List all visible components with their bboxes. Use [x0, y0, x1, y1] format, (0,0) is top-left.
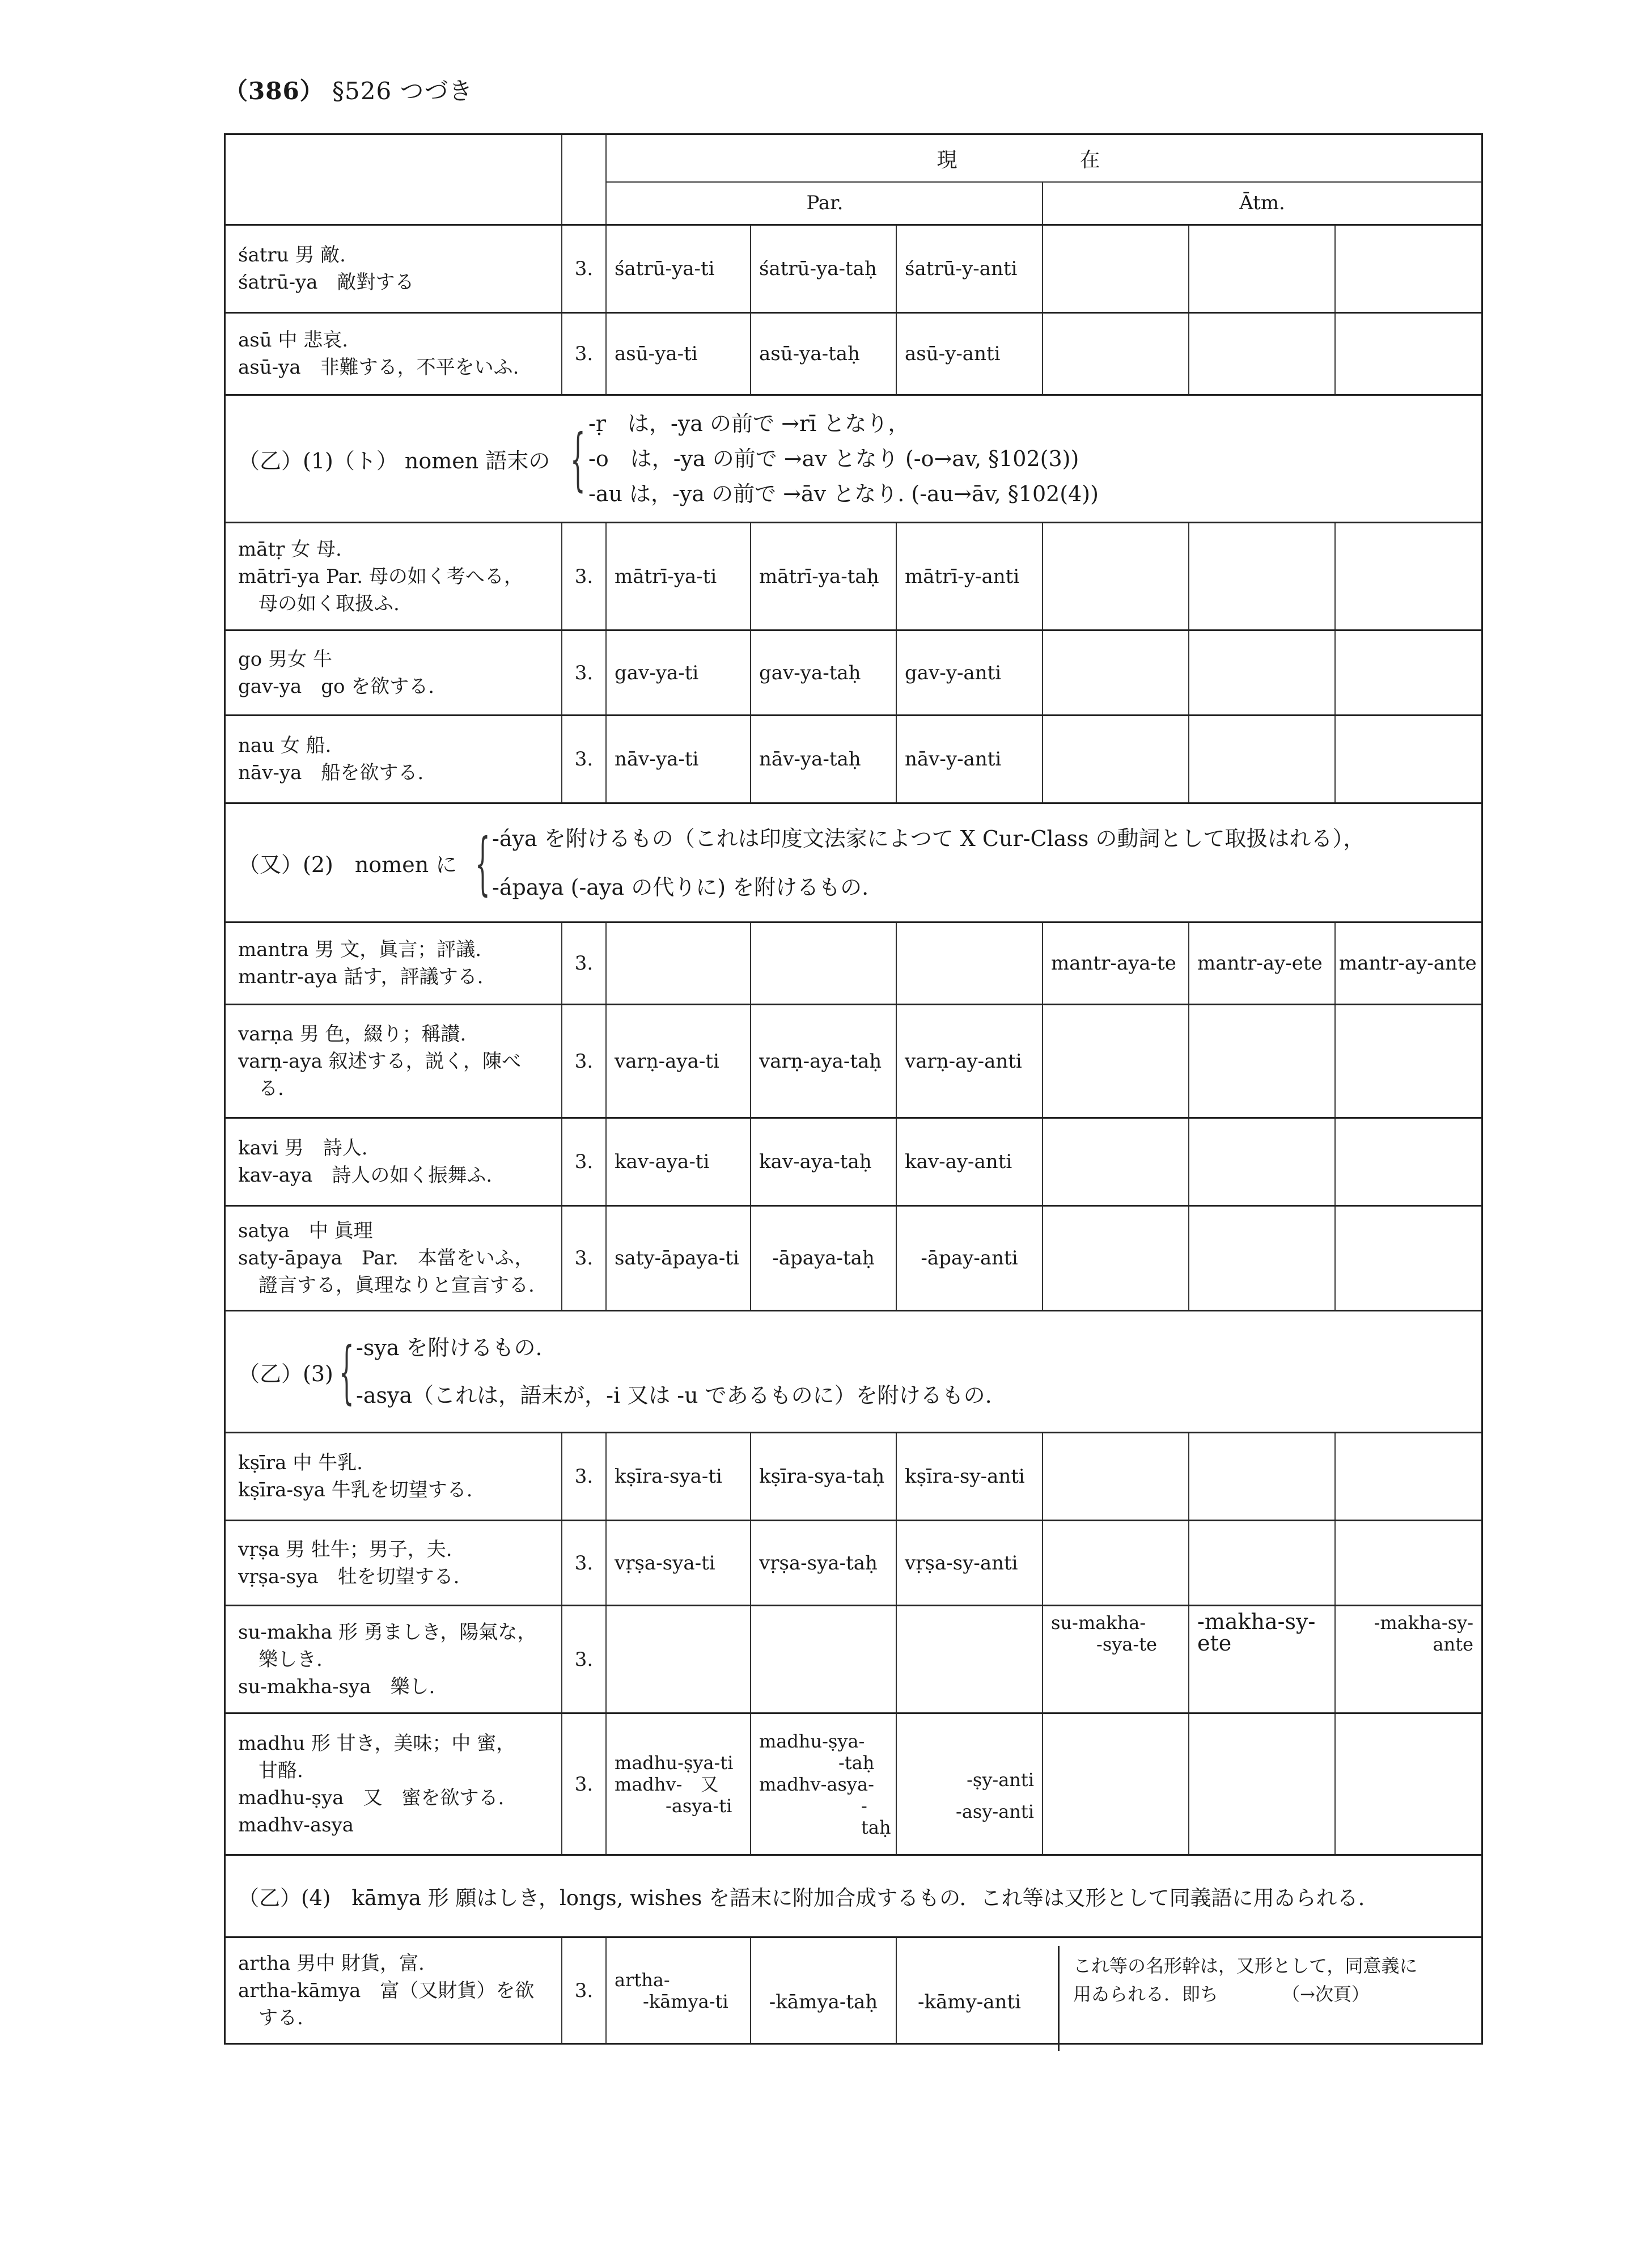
- lemma-line: kavi 男 詩人.: [238, 1137, 368, 1160]
- gloss-line: saty-āpaya Par. 本當をいふ，: [238, 1247, 534, 1270]
- class-number: 3.: [561, 523, 605, 629]
- atm-3pl: mantr-ay-ante: [1334, 923, 1481, 1004]
- gloss-line: mātrī-ya Par. 母の如く考へる，: [238, 565, 523, 588]
- form-part: -asy-anti: [956, 1800, 1034, 1822]
- header-present: 現 在: [605, 135, 1481, 183]
- atm-3sg: [1042, 716, 1188, 802]
- header-par: Par.: [605, 181, 1043, 224]
- par-3pl: gav-y-anti: [896, 631, 1042, 714]
- par-3sg: [605, 1714, 750, 1854]
- gloss-line: 甘酪.: [259, 1759, 303, 1782]
- par-3pl: nāv-y-anti: [896, 716, 1042, 802]
- table-row: [226, 1005, 1481, 1119]
- lemma-line: su-makha 形 勇ましき，陽氣な，: [238, 1620, 537, 1644]
- conjugation-table: [224, 133, 1483, 2045]
- atm-3pl: [1334, 1433, 1481, 1520]
- section-note-1: [226, 396, 1481, 523]
- par-3pl: -kāmy-anti: [896, 1938, 1042, 2043]
- par-3du: [750, 1606, 896, 1712]
- par-3pl: [896, 1606, 1042, 1712]
- table-row: [226, 716, 1481, 804]
- form-part: -taḥ: [861, 1795, 891, 1838]
- table-row: [226, 1938, 1481, 2043]
- par-3du: asū-ya-taḥ: [750, 314, 896, 394]
- par-3du: vṛṣa-sya-taḥ: [750, 1521, 896, 1605]
- section-line: -áya を附けるもの（これは印度文法家によつて X Cur-Class の動詞として取扱はれる），: [492, 826, 1365, 851]
- par-3sg: [605, 1606, 750, 1712]
- lemma-line: nau 女 船.: [238, 734, 332, 757]
- header-blank: [226, 135, 561, 224]
- par-3sg: saty-āpaya-ti: [605, 1207, 750, 1310]
- par-3sg: asū-ya-ti: [605, 314, 750, 394]
- par-3sg: [605, 923, 750, 1004]
- par-3du: mātrī-ya-taḥ: [750, 523, 896, 629]
- atm-3pl: [1334, 1005, 1481, 1117]
- par-3pl: vṛṣa-sy-anti: [896, 1521, 1042, 1605]
- section-line: -ṛ は，-ya の前で →rī となり，: [588, 411, 910, 436]
- atm-3sg: [1042, 1521, 1188, 1605]
- lemma-line: varṇa 男 色，綴り；稱讃.: [238, 1022, 467, 1046]
- page-header: [224, 73, 473, 107]
- atm-3du: [1188, 716, 1334, 802]
- lemma-cell: [226, 1433, 561, 1520]
- atm-3pl: [1334, 716, 1481, 802]
- brace-icon: {: [570, 420, 586, 499]
- form-part: -kāmya-ti: [643, 1990, 728, 2012]
- atm-3du: [1188, 1005, 1334, 1117]
- lemma-cell: [226, 1207, 561, 1310]
- form-part: -sya-te: [1096, 1634, 1157, 1655]
- par-3sg: śatrū-ya-ti: [605, 226, 750, 312]
- atm-3du: [1188, 1606, 1334, 1712]
- lemma-line: mātṛ 女 母.: [238, 538, 342, 561]
- form-part: -ṣy-anti: [967, 1768, 1034, 1791]
- atm-3sg: [1042, 631, 1188, 714]
- lemma-line: mantra 男 文，眞言；評議.: [238, 938, 482, 961]
- section-lead: （乙）(4) kāmya 形 願はしき，longs, wishes を語末に附加合成するもの．これ等は又形として同義語に用ゐられる.: [238, 1886, 1365, 1910]
- gloss-line: madhu-ṣya 又 蜜を欲する.: [238, 1786, 505, 1809]
- brace-icon: {: [339, 1333, 354, 1412]
- gloss-line: mantr-aya 話す，評議する.: [238, 966, 484, 988]
- lemma-cell: [226, 314, 561, 394]
- class-number: 3.: [561, 1433, 605, 1520]
- class-number: 3.: [561, 226, 605, 312]
- gloss-line: śatrū-ya 敵對する: [238, 271, 414, 294]
- table-row: [226, 1207, 1481, 1311]
- lemma-line: vṛṣa 男 牡牛；男子，夫.: [238, 1538, 452, 1561]
- table-row: [226, 523, 1481, 631]
- table-row: [226, 1521, 1481, 1606]
- gloss-line: gav-ya go を欲する.: [238, 675, 435, 698]
- lemma-cell: [226, 1938, 561, 2043]
- section-line: -au は，-ya の前で →āv となり. (-au→āv, §102(4)): [588, 481, 1099, 506]
- form-part: madhu-ṣya-: [759, 1730, 865, 1752]
- class-number: 3.: [561, 716, 605, 802]
- section-note-3: [226, 1311, 1481, 1433]
- par-3pl: [896, 1714, 1042, 1854]
- page-number: （386）: [224, 77, 324, 105]
- section-lead: （乙）(3): [238, 1361, 333, 1386]
- gloss-line: artha-kāmya 富（又財貨）を欲: [238, 1979, 535, 2002]
- atm-3du: [1188, 314, 1334, 394]
- class-number: 3.: [561, 1606, 605, 1712]
- par-3du: gav-ya-taḥ: [750, 631, 896, 714]
- gloss-line: 證言する，眞理なりと宣言する.: [259, 1274, 535, 1297]
- form-part: madhv-asya-: [759, 1773, 874, 1795]
- gloss-line: su-makha-sya 樂し.: [238, 1675, 435, 1698]
- section-ref: §526 つづき: [332, 77, 473, 105]
- atm-3du: [1188, 1119, 1334, 1205]
- par-3pl: kṣīra-sy-anti: [896, 1433, 1042, 1520]
- class-number: 3.: [561, 314, 605, 394]
- table-row: [226, 1606, 1481, 1714]
- class-number: 3.: [561, 631, 605, 714]
- lemma-line: madhu 形 甘き，美味；中 蜜，: [238, 1732, 516, 1755]
- form-part: artha-: [615, 1969, 670, 1991]
- par-3du: [750, 1714, 896, 1854]
- class-number: 3.: [561, 1938, 605, 2043]
- par-3sg: gav-ya-ti: [605, 631, 750, 714]
- par-3pl: [896, 923, 1042, 1004]
- form-part: ante: [1433, 1634, 1473, 1655]
- atm-3du: [1188, 523, 1334, 629]
- atm-3du: [1188, 1433, 1334, 1520]
- par-3du: -āpaya-taḥ: [750, 1207, 896, 1310]
- atm-3sg: mantr-aya-te: [1042, 923, 1188, 1004]
- atm-3pl: [1334, 523, 1481, 629]
- form-part: madhu-ṣya-ti: [615, 1751, 734, 1774]
- atm-3sg: [1042, 1119, 1188, 1205]
- par-3sg: mātrī-ya-ti: [605, 523, 750, 629]
- gloss-line: kav-aya 詩人の如く振舞ふ.: [238, 1164, 493, 1187]
- table-row: [226, 226, 1481, 314]
- atm-3du: [1188, 1207, 1334, 1310]
- lemma-line: artha 男中 財貨，富.: [238, 1952, 425, 1975]
- par-3sg: kav-aya-ti: [605, 1119, 750, 1205]
- lemma-cell: [226, 716, 561, 802]
- lemma-line: go 男女 牛: [238, 648, 332, 671]
- gloss-line: 母の如く取扱ふ.: [259, 592, 400, 615]
- class-number: 3.: [561, 1521, 605, 1605]
- lemma-cell: [226, 1521, 561, 1605]
- par-3pl: śatrū-y-anti: [896, 226, 1042, 312]
- par-3sg: vṛṣa-sya-ti: [605, 1521, 750, 1605]
- par-3sg: nāv-ya-ti: [605, 716, 750, 802]
- section-lead: （又）(2) nomen に: [238, 852, 457, 877]
- atm-3du: mantr-ay-ete: [1188, 923, 1334, 1004]
- lemma-cell: [226, 523, 561, 629]
- header-num-blank: [561, 135, 605, 224]
- par-3du: kṣīra-sya-taḥ: [750, 1433, 896, 1520]
- gloss-line: する.: [259, 2006, 303, 2029]
- table-row: [226, 1714, 1481, 1856]
- par-3pl: varṇ-ay-anti: [896, 1005, 1042, 1117]
- lemma-cell: [226, 1005, 561, 1117]
- table-row: [226, 1119, 1481, 1207]
- atm-3pl: [1334, 1207, 1481, 1310]
- lemma-cell: [226, 923, 561, 1004]
- form-part: madhv- 又: [615, 1773, 719, 1795]
- note-line: 用ゐられる．即ち （→次頁）: [1073, 1983, 1370, 2005]
- lemma-line: satya 中 眞理: [238, 1220, 373, 1242]
- lemma-cell: [226, 1606, 561, 1712]
- atm-3du: [1188, 631, 1334, 714]
- atm-3pl: [1334, 226, 1481, 312]
- note-line: これ等の名形幹は，又形として，同意義に: [1073, 1955, 1418, 1977]
- form-part: -makha-sy-: [1374, 1612, 1473, 1634]
- table-row: [226, 631, 1481, 716]
- table-row: [226, 1433, 1481, 1521]
- par-3du: -kāmya-taḥ: [750, 1938, 896, 2043]
- par-3sg: [605, 1938, 750, 2043]
- atm-3du: [1188, 1521, 1334, 1605]
- atm-3du: [1188, 1714, 1334, 1854]
- atm-3pl: [1334, 1521, 1481, 1605]
- header-atm: Ātm.: [1042, 181, 1481, 224]
- gloss-line: kṣīra-sya 牛乳を切望する.: [238, 1479, 473, 1501]
- continuation-note: [1058, 1946, 1481, 2051]
- section-line: -sya を附けるもの.: [356, 1335, 543, 1360]
- gloss-line: る.: [259, 1077, 284, 1100]
- par-3pl: asū-y-anti: [896, 314, 1042, 394]
- atm-3pl: [1334, 1119, 1481, 1205]
- atm-3pl: [1334, 631, 1481, 714]
- form-part: -makha-sy-ete: [1197, 1609, 1316, 1656]
- brace-icon: {: [475, 824, 490, 903]
- section-lines: [356, 1323, 992, 1420]
- par-3sg: kṣīra-sya-ti: [605, 1433, 750, 1520]
- class-number: 3.: [561, 1119, 605, 1205]
- class-number: 3.: [561, 923, 605, 1004]
- class-number: 3.: [561, 1005, 605, 1117]
- class-number: 3.: [561, 1207, 605, 1310]
- section-line: -ápaya (-aya の代りに) を附けるもの.: [492, 874, 869, 900]
- table-row: [226, 314, 1481, 396]
- atm-3du: [1188, 226, 1334, 312]
- gloss-line: madhv-asya: [238, 1813, 354, 1837]
- par-3pl: mātrī-y-anti: [896, 523, 1042, 629]
- section-line: -asya（これは，語末が，-i 又は -u であるものに）を附けるもの.: [356, 1383, 992, 1408]
- atm-3sg: [1042, 1433, 1188, 1520]
- par-3du: śatrū-ya-taḥ: [750, 226, 896, 312]
- gloss-line: asū-ya 非難する，不平をいふ.: [238, 356, 519, 379]
- atm-3sg: [1042, 314, 1188, 394]
- gloss-line: vṛṣa-sya 牡を切望する.: [238, 1565, 460, 1588]
- lemma-cell: [226, 226, 561, 312]
- lemma-line: kṣīra 中 牛乳.: [238, 1452, 363, 1474]
- lemma-line: śatru 男 敵.: [238, 244, 346, 266]
- lemma-line: asū 中 悲哀.: [238, 329, 349, 352]
- par-3pl: kav-ay-anti: [896, 1119, 1042, 1205]
- atm-3sg: [1042, 1606, 1188, 1712]
- atm-3sg: [1042, 1207, 1188, 1310]
- par-3du: nāv-ya-taḥ: [750, 716, 896, 802]
- section-lines: [492, 815, 1365, 910]
- table-header-row: [226, 135, 1481, 226]
- section-note-2: [226, 804, 1481, 923]
- lemma-cell: [226, 1714, 561, 1854]
- section-lead: （乙）(1)（ト） nomen 語末の: [238, 448, 550, 473]
- gloss-line: 樂しき.: [259, 1648, 323, 1671]
- section-lines: [588, 404, 1099, 513]
- lemma-cell: [226, 1119, 561, 1205]
- section-line: -o は，-ya の前で →av となり (-o→av, §102(3)): [588, 446, 1079, 471]
- atm-3pl: [1334, 1714, 1481, 1854]
- gloss-line: varṇ-aya 叙述する，説く，陳べ: [238, 1050, 521, 1073]
- par-3du: [750, 923, 896, 1004]
- atm-3sg: [1042, 1714, 1188, 1854]
- table-row: [226, 923, 1481, 1005]
- atm-3sg: [1042, 226, 1188, 312]
- atm-3sg: [1042, 1005, 1188, 1117]
- form-part: -taḥ: [838, 1751, 875, 1774]
- atm-3pl: [1334, 314, 1481, 394]
- section-note-4: [226, 1856, 1481, 1938]
- par-3sg: varṇ-aya-ti: [605, 1005, 750, 1117]
- form-part: -asya-ti: [666, 1795, 732, 1817]
- par-3pl: -āpay-anti: [896, 1207, 1042, 1310]
- gloss-line: nāv-ya 船を欲する.: [238, 761, 424, 784]
- par-3du: varṇ-aya-taḥ: [750, 1005, 896, 1117]
- form-part: su-makha-: [1051, 1612, 1146, 1634]
- class-number: 3.: [561, 1714, 605, 1854]
- atm-3sg: [1042, 523, 1188, 629]
- lemma-cell: [226, 631, 561, 714]
- par-3du: kav-aya-taḥ: [750, 1119, 896, 1205]
- atm-3pl: [1334, 1606, 1481, 1712]
